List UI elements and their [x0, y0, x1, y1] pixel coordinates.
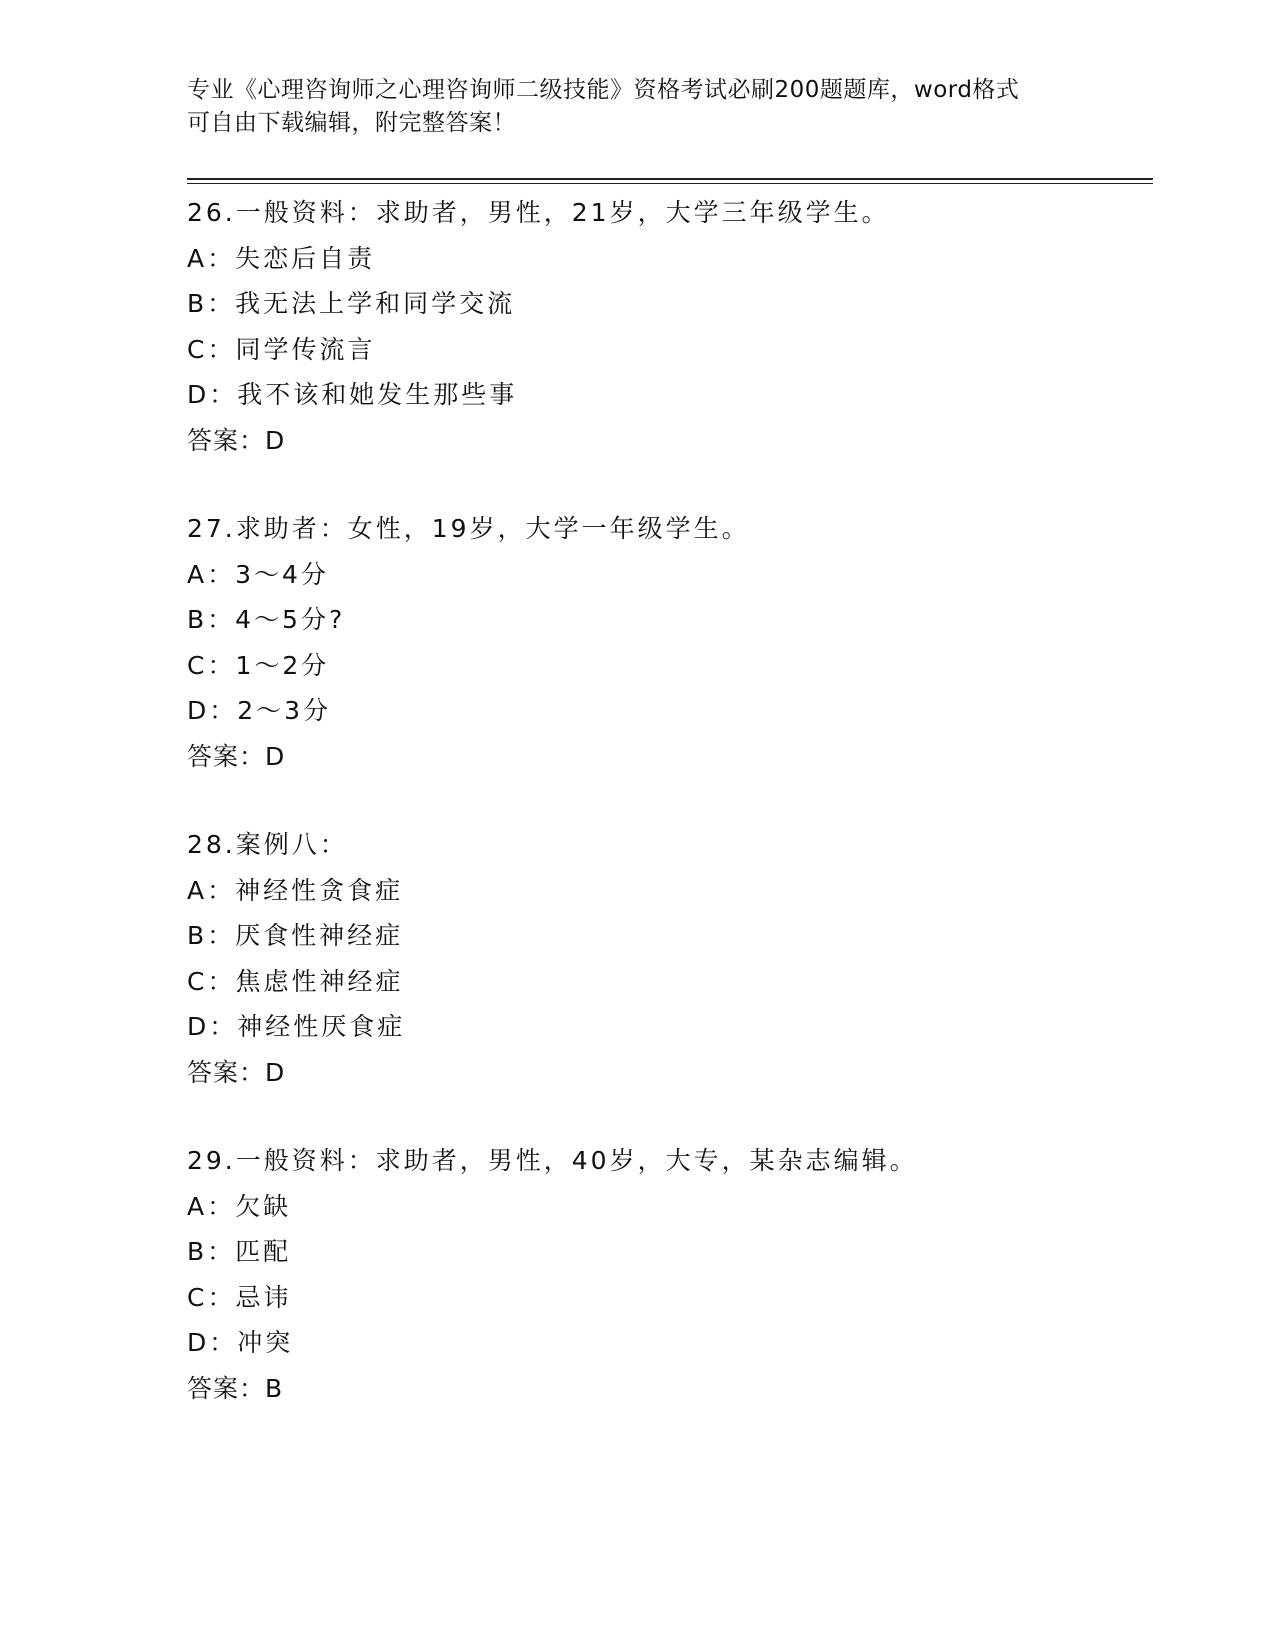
- option-d: D：神经性厌食症: [187, 1012, 406, 1041]
- header-divider-thick: [187, 178, 1153, 180]
- option-b: B：4～5分?: [187, 605, 346, 634]
- option-b: B：匹配: [187, 1237, 292, 1266]
- option-c: C：焦虑性神经症: [187, 966, 404, 996]
- option-b: B：厌食性神经症: [187, 921, 404, 950]
- answer: 答案：D: [187, 425, 286, 455]
- question-stem: 26.一般资料：求助者，男性，21岁，大学三年级学生。: [187, 198, 890, 227]
- answer: 答案：D: [187, 741, 286, 771]
- option-a: A：神经性贪食症: [187, 875, 404, 905]
- question-stem: 29.一般资料：求助者，男性，40岁，大专，某杂志编辑。: [187, 1146, 918, 1175]
- option-c: C：同学传流言: [187, 334, 376, 364]
- answer: 答案：B: [187, 1373, 284, 1403]
- option-d: D：冲突: [187, 1328, 294, 1357]
- option-c: C：忌讳: [187, 1282, 292, 1312]
- option-c: C：1～2分: [187, 650, 330, 680]
- question-stem: 27.求助者：女性，19岁，大学一年级学生。: [187, 514, 750, 543]
- option-d: D：2～3分: [187, 696, 332, 725]
- question-27: [187, 506, 1147, 779]
- header-line-2: 可自由下载编辑，附完整答案！: [187, 110, 516, 136]
- question-28: [187, 822, 1147, 1095]
- question-list: [187, 190, 1147, 1454]
- option-a: A：欠缺: [187, 1191, 292, 1221]
- option-a: A：3～4分: [187, 559, 329, 589]
- question-26: [187, 190, 1147, 463]
- answer: 答案：D: [187, 1057, 286, 1087]
- question-stem: 28.案例八：: [187, 830, 348, 859]
- header-divider-thin: [187, 183, 1153, 184]
- question-29: [187, 1138, 1147, 1411]
- document-header: [187, 74, 1087, 140]
- header-line-1: 专业《心理咨询师之心理咨询师二级技能》资格考试必刷200题题库，word格式: [187, 77, 1020, 103]
- option-a: A：失恋后自责: [187, 243, 376, 273]
- option-b: B：我无法上学和同学交流: [187, 289, 516, 318]
- option-d: D：我不该和她发生那些事: [187, 380, 518, 409]
